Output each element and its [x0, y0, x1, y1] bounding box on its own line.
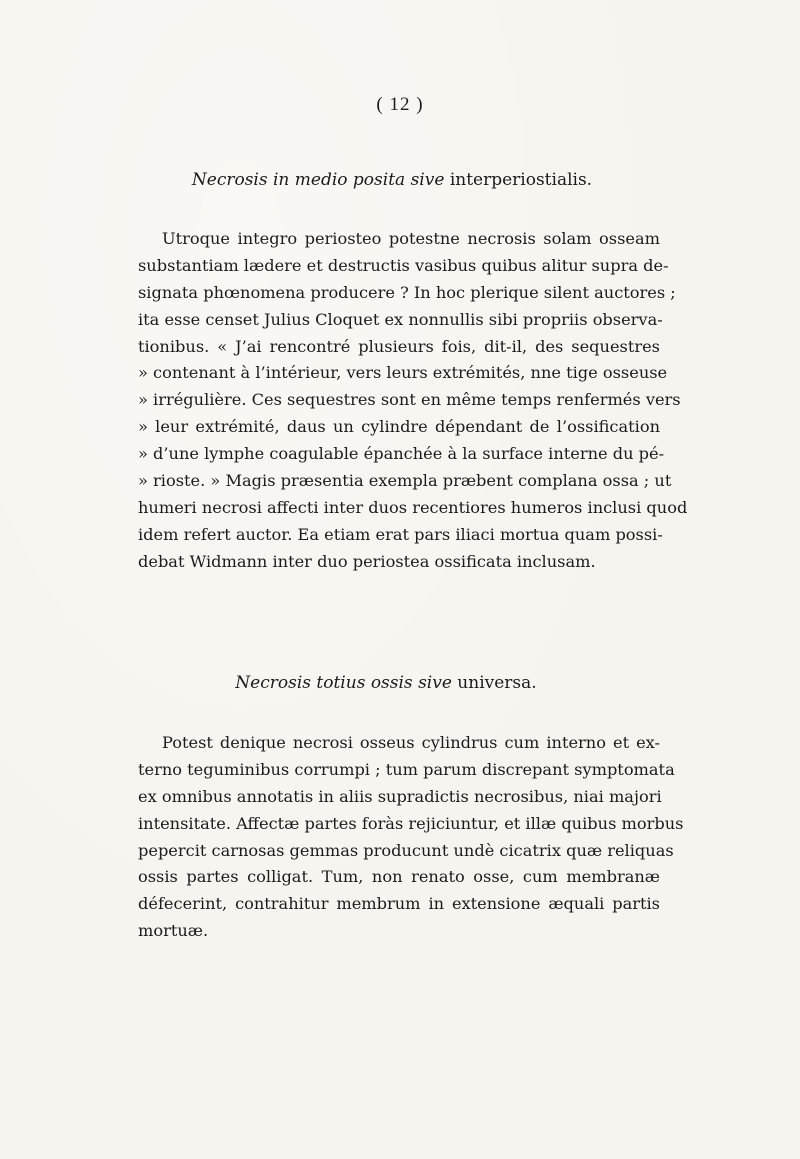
text-line: » d’une lymphe coagulable épanchée à la surface interne du pé- — [138, 444, 665, 464]
section-heading-interperiostialis — [0, 170, 792, 190]
text-line: substantiam lædere et destructis vasibus quibus alitur supra de- — [138, 255, 669, 275]
text-line: Utroque integro periosteo potestne necrosis solam osseam — [162, 229, 660, 248]
text-line: défecerint, contrahitur membrum in extensione æquali partis — [138, 894, 660, 914]
text-line: terno teguminibus corrumpi ; tum parum discrepant symptomata — [138, 759, 675, 779]
section-heading-plain: interperiostialis. — [449, 170, 593, 190]
text-line: Potest denique necrosi osseus cylindrus cum interno et ex- — [162, 733, 660, 752]
text-line: pepercit carnosas gemmas producunt undè cicatrix quæ reliquas — [138, 840, 674, 860]
section-heading-universa — [0, 673, 786, 693]
text-line: » contenant à l’intérieur, vers leurs extrémités, nne tige osseuse — [138, 363, 668, 383]
paragraph-interperiostialis — [138, 226, 688, 576]
section-heading-plain: universa. — [457, 673, 537, 693]
text-line: humeri necrosi affecti inter duos recentiores humeros inclusi quod — [138, 497, 688, 517]
section-heading-italic: Necrosis in medio posita sive — [191, 170, 445, 190]
paragraph-universa — [138, 730, 684, 945]
text-line: tionibus. « J’ai rencontré plusieurs fois, dit-il, des sequestres — [138, 336, 660, 356]
text-line: » leur extrémité, daus un cylindre dépendant de l’ossification — [138, 417, 660, 437]
text-line: mortuæ. — [138, 921, 209, 941]
text-line: debat Widmann inter duo periostea ossificata inclusam. — [138, 551, 596, 571]
text-line: intensitate. Affectæ partes foràs rejiciuntur, et illæ quibus morbus — [138, 813, 684, 833]
page-number: ( 12 ) — [376, 94, 424, 115]
text-line: ita esse censet Julius Cloquet ex nonnullis sibi propriis observa- — [138, 309, 663, 329]
text-line: » rioste. » Magis præsentia exempla præbent complana ossa ; ut — [138, 471, 672, 491]
text-line: » irrégulière. Ces sequestres sont en même temps renfermés vers — [138, 390, 681, 410]
text-line: idem refert auctor. Ea etiam erat pars iliaci mortua quam possi- — [138, 524, 663, 544]
section-heading-italic: Necrosis totius ossis sive — [235, 673, 452, 693]
text-line: signata phœnomena producere ? In hoc plerique silent auctores ; — [138, 282, 676, 302]
text-line: ex omnibus annotatis in aliis supradictis necrosibus, niai majori — [138, 786, 662, 806]
text-line: ossis partes colligat. Tum, non renato osse, cum membranæ — [138, 867, 660, 887]
